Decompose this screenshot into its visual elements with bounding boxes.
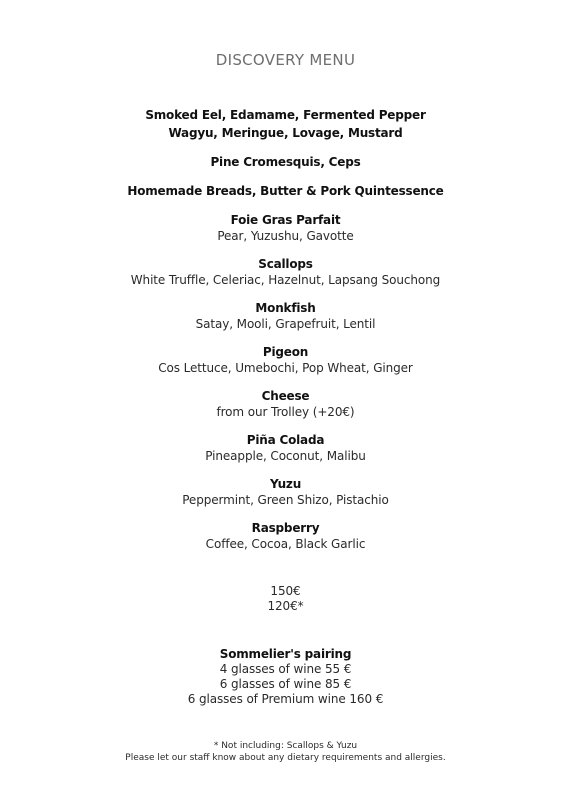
breads-line: Homemade Breads, Butter & Pork Quintessence	[127, 184, 444, 198]
pairing-option: 4 glasses of wine 55 €	[219, 662, 352, 676]
snack-line-2: Wagyu, Meringue, Lovage, Mustard	[168, 126, 403, 140]
course-name: Piña Colada	[246, 433, 325, 447]
menu-title: DISCOVERY MENU	[215, 51, 356, 69]
pairing-heading: Sommelier's pairing	[219, 647, 352, 661]
course-name: Monkfish	[255, 301, 316, 315]
course-detail: White Truffle, Celeriac, Hazelnut, Lapsang Souchong	[130, 273, 441, 287]
pairing-option: 6 glasses of Premium wine 160 €	[187, 692, 384, 706]
amuse-line: Pine Cromesquis, Ceps	[210, 155, 361, 169]
course-detail: Cos Lettuce, Umebochi, Pop Wheat, Ginger	[158, 361, 413, 375]
course-detail: Pineapple, Coconut, Malibu	[205, 449, 366, 463]
course-detail: Satay, Mooli, Grapefruit, Lentil	[195, 317, 376, 331]
snack-line-1: Smoked Eel, Edamame, Fermented Pepper	[145, 108, 426, 122]
course-detail: Pear, Yuzushu, Gavotte	[217, 229, 354, 243]
price-full: 150€	[270, 584, 301, 598]
footnote-allergies: Please let our staff know about any dietary requirements and allergies.	[125, 753, 446, 763]
course-detail: Peppermint, Green Shizo, Pistachio	[182, 493, 389, 507]
course-name: Raspberry	[251, 521, 320, 535]
footnote-exclusions: * Not including: Scallops & Yuzu	[213, 741, 358, 751]
course-name: Pigeon	[262, 345, 309, 359]
course-detail: Coffee, Cocoa, Black Garlic	[205, 537, 366, 551]
price-reduced: 120€*	[267, 599, 304, 613]
course-detail: from our Trolley (+20€)	[216, 405, 355, 419]
pairing-option: 6 glasses of wine 85 €	[219, 677, 352, 691]
course-name: Foie Gras Parfait	[230, 213, 341, 227]
course-name: Scallops	[258, 257, 313, 271]
course-name: Yuzu	[269, 477, 302, 491]
course-name: Cheese	[261, 389, 310, 403]
